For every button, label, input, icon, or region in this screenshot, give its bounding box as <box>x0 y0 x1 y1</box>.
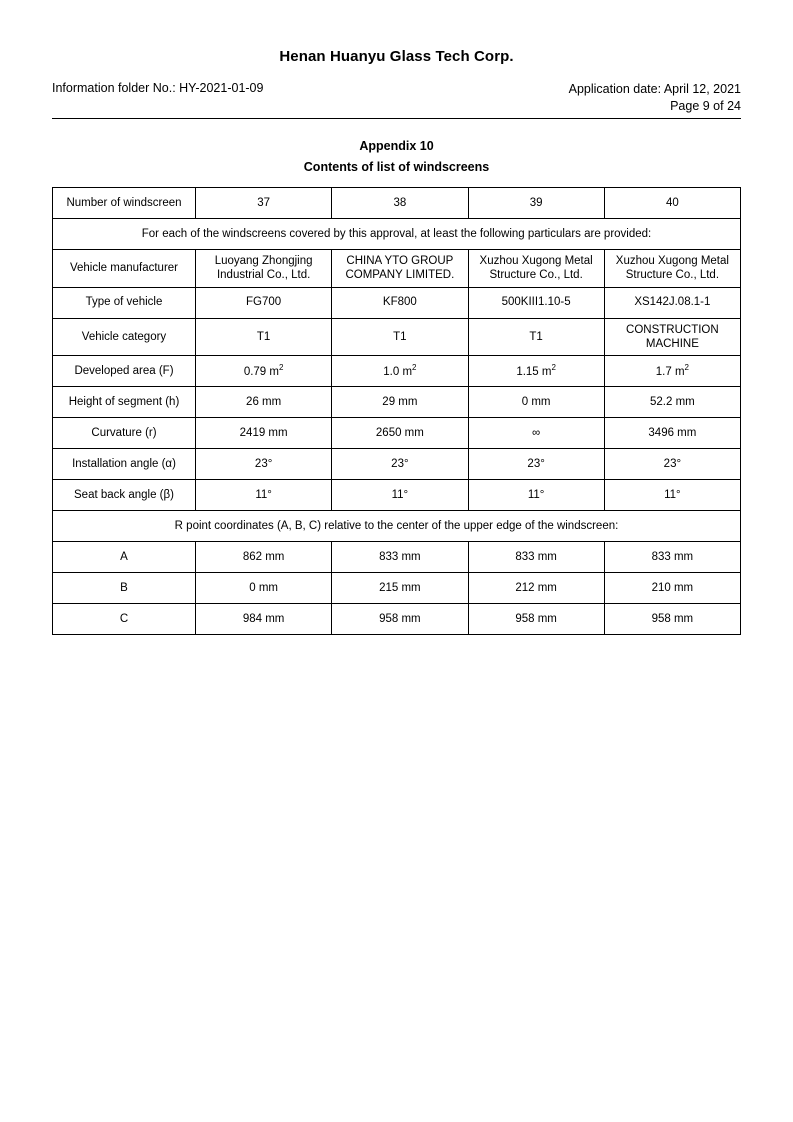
table-row-developed-area <box>53 356 741 387</box>
cell-height-segment-2: 29 mm <box>332 387 468 418</box>
row-label-b: B <box>53 573 196 604</box>
table-row-c <box>53 604 741 635</box>
cell-curvature-4: 3496 mm <box>604 418 740 449</box>
table-row-manufacturer <box>53 249 741 287</box>
cell-a-3: 833 mm <box>468 542 604 573</box>
cell-manufacturer-4: Xuzhou Xugong Metal Structure Co., Ltd. <box>604 249 740 287</box>
cell-manufacturer-2: CHINA YTO GROUP COMPANY LIMITED. <box>332 249 468 287</box>
table-row-number <box>53 187 741 218</box>
page-number: Page 9 of 24 <box>670 98 741 113</box>
cell-installation-angle-1: 23° <box>196 449 332 480</box>
table-row-installation-angle <box>53 449 741 480</box>
cell-b-1: 0 mm <box>196 573 332 604</box>
row-label-height-segment: Height of segment (h) <box>53 387 196 418</box>
cell-height-segment-4: 52.2 mm <box>604 387 740 418</box>
cell-developed-area-3 <box>468 356 604 387</box>
cell-developed-area-2 <box>332 356 468 387</box>
cell-a-2: 833 mm <box>332 542 468 573</box>
cell-installation-angle-4: 23° <box>604 449 740 480</box>
cell-curvature-2: 2650 mm <box>332 418 468 449</box>
cell-number-4: 40 <box>604 187 740 218</box>
cell-type-1: FG700 <box>196 287 332 318</box>
cell-b-3: 212 mm <box>468 573 604 604</box>
cell-curvature-3: ∞ <box>468 418 604 449</box>
table-row-category <box>53 318 741 356</box>
cell-developed-area-1 <box>196 356 332 387</box>
row-label-a: A <box>53 542 196 573</box>
cell-c-1: 984 mm <box>196 604 332 635</box>
cell-installation-angle-2: 23° <box>332 449 468 480</box>
table-row-curvature <box>53 418 741 449</box>
company-title: Henan Huanyu Glass Tech Corp. <box>279 48 514 65</box>
cell-height-segment-3: 0 mm <box>468 387 604 418</box>
table-row-r-point-note <box>53 511 741 542</box>
cell-number-2: 38 <box>332 187 468 218</box>
developed-area-value-1: 0.79 m <box>243 365 279 378</box>
cell-installation-angle-3: 23° <box>468 449 604 480</box>
developed-area-sup-3: 2 <box>551 363 556 373</box>
cell-b-4: 210 mm <box>604 573 740 604</box>
table-row-seat-back-angle <box>53 480 741 511</box>
cell-number-3: 39 <box>468 187 604 218</box>
row-label-curvature: Curvature (r) <box>53 418 196 449</box>
developed-area-value-3: 1.15 m <box>516 365 552 378</box>
developed-area-sup-1: 2 <box>278 363 284 373</box>
cell-seat-back-angle-4: 11° <box>604 480 740 511</box>
cell-height-segment-1: 26 mm <box>196 387 332 418</box>
row-label-type: Type of vehicle <box>53 287 196 318</box>
contents-title: Contents of list of windscreens <box>303 159 490 174</box>
cell-category-1: T1 <box>196 318 332 356</box>
table-row-note <box>53 218 741 249</box>
cell-developed-area-4 <box>604 356 740 387</box>
cell-b-2: 215 mm <box>332 573 468 604</box>
row-label-category: Vehicle category <box>53 318 196 356</box>
cell-seat-back-angle-2: 11° <box>332 480 468 511</box>
cell-c-3: 958 mm <box>468 604 604 635</box>
appendix-title: Appendix 10 <box>359 138 434 153</box>
cell-c-4: 958 mm <box>604 604 740 635</box>
row-label-developed-area: Developed area (F) <box>53 356 196 387</box>
cell-a-4: 833 mm <box>604 542 740 573</box>
cell-number-1: 37 <box>196 187 332 218</box>
developed-area-sup-4: 2 <box>684 363 689 373</box>
cell-a-1: 862 mm <box>196 542 332 573</box>
cell-manufacturer-1: Luoyang Zhongjing Industrial Co., Ltd. <box>196 249 332 287</box>
table-row-a <box>53 542 741 573</box>
table-row-b <box>53 573 741 604</box>
cell-curvature-1: 2419 mm <box>196 418 332 449</box>
cell-category-2: T1 <box>332 318 468 356</box>
cell-type-2: KF800 <box>332 287 468 318</box>
cell-c-2: 958 mm <box>332 604 468 635</box>
cell-seat-back-angle-3: 11° <box>468 480 604 511</box>
row-label-installation-angle: Installation angle (α) <box>53 449 196 480</box>
r-point-note: R point coordinates (A, B, C) relative to the center of the upper edge of the windscreen: <box>53 511 741 542</box>
table-row-height-segment <box>53 387 741 418</box>
row-label-manufacturer: Vehicle manufacturer <box>53 249 196 287</box>
document-header <box>52 81 741 119</box>
header-right-block <box>569 81 741 115</box>
cell-type-4: XS142J.08.1-1 <box>604 287 740 318</box>
cell-category-3: T1 <box>468 318 604 356</box>
developed-area-value-2: 1.0 m <box>383 365 413 378</box>
application-date: Application date: April 12, 2021 <box>568 82 741 96</box>
cell-type-3: 500KIII1.10-5 <box>468 287 604 318</box>
cell-manufacturer-3: Xuzhou Xugong Metal Structure Co., Ltd. <box>468 249 604 287</box>
particulars-note: For each of the windscreens covered by this approval, at least the following particulars are provided: <box>53 218 741 249</box>
cell-seat-back-angle-1: 11° <box>196 480 332 511</box>
table-row-type <box>53 287 741 318</box>
windscreen-table <box>52 187 741 636</box>
row-label-number: Number of windscreen <box>53 187 196 218</box>
developed-area-sup-2: 2 <box>412 363 417 373</box>
information-folder-number: Information folder No.: HY-2021-01-09 <box>52 81 264 95</box>
developed-area-value-4: 1.7 m <box>655 365 685 378</box>
cell-category-4: CONSTRUCTION MACHINE <box>604 318 740 356</box>
row-label-seat-back-angle: Seat back angle (β) <box>53 480 196 511</box>
row-label-c: C <box>53 604 196 635</box>
